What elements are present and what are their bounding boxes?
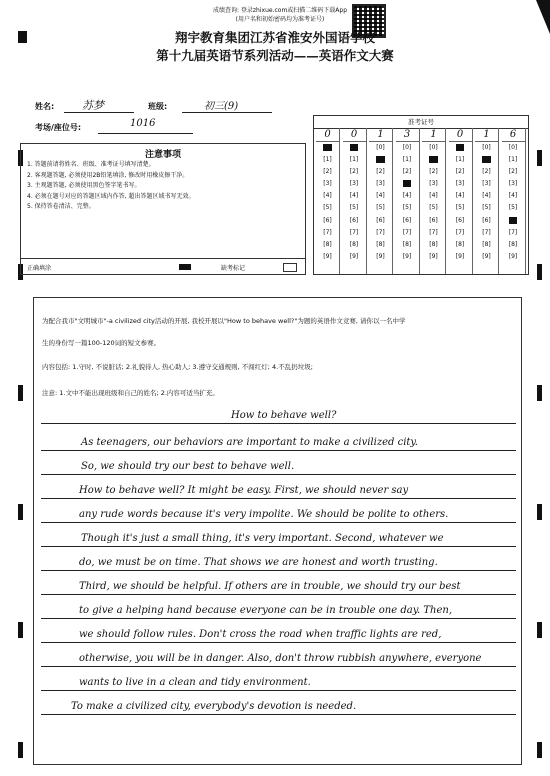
side-mark — [18, 622, 23, 638]
essay-line[interactable] — [41, 647, 516, 667]
bubble-label: [1] — [349, 156, 359, 164]
exam-id-bubble[interactable] — [396, 251, 419, 263]
exam-id-bubble[interactable] — [396, 154, 419, 166]
class-field[interactable] — [182, 98, 272, 113]
bubble-label: [2] — [402, 168, 412, 176]
exam-id-bubble[interactable] — [343, 215, 366, 227]
bubble-label: [8] — [376, 240, 385, 248]
exam-id-bubble[interactable] — [449, 227, 472, 239]
exam-id-bubble[interactable] — [396, 202, 419, 214]
exam-id-column — [449, 128, 473, 274]
bubble-label: [7] — [455, 228, 465, 236]
exam-id-bubble[interactable] — [369, 154, 392, 166]
exam-id-header: 准考证号 — [314, 116, 528, 129]
essay-line[interactable] — [41, 479, 516, 499]
exam-id-bubble[interactable] — [316, 190, 339, 202]
bubble-label: [8] — [482, 240, 491, 248]
room-label: 考场/座位号: — [35, 123, 82, 132]
bubble-label: [9] — [508, 252, 518, 260]
exam-id-bubble[interactable] — [369, 239, 392, 251]
exam-id-bubble[interactable] — [449, 154, 472, 166]
exam-id-bubble[interactable] — [449, 166, 472, 178]
notice-item: 4. 必须在题号对应的答题区域内作答, 超出答题区域书写无效。 — [27, 192, 195, 200]
exam-id-bubble[interactable] — [343, 227, 366, 239]
exam-id-digit: 0 — [449, 128, 472, 142]
exam-id-bubble[interactable] — [449, 190, 472, 202]
bubble-label: [0] — [402, 144, 412, 151]
exam-id-bubble[interactable] — [396, 190, 419, 202]
contest-title: 第十九届英语节系列活动——英语作文大赛 — [156, 48, 394, 63]
absent-checkbox[interactable] — [283, 263, 297, 272]
side-mark — [18, 504, 23, 520]
bubble-label: [0] — [482, 144, 491, 151]
exam-id-bubble[interactable] — [396, 178, 419, 190]
bubble-label: [6] — [482, 216, 491, 224]
notice-item: 2. 客观题答题, 必须使用2B铅笔填涂, 修改时用橡皮擦干净。 — [27, 171, 189, 179]
exam-id-bubble[interactable] — [369, 227, 392, 239]
bubble-label: [6] — [376, 216, 385, 224]
exam-id-bubble[interactable] — [422, 142, 445, 154]
exam-id-bubble[interactable] — [475, 215, 498, 227]
exam-id-digit: 0 — [316, 128, 339, 142]
exam-id-bubble[interactable] — [475, 227, 498, 239]
bubble-label: [1] — [508, 156, 518, 164]
exam-id-digit: 1 — [475, 128, 498, 142]
bubble-label: [3] — [402, 180, 412, 188]
essay-text: Though it's just a small thing, it's very important. Second, whatever we — [81, 533, 444, 544]
bubble-label: [6] — [508, 216, 518, 224]
exam-id-digit: 3 — [396, 128, 419, 142]
bubble-label: [7] — [429, 228, 438, 236]
side-mark — [537, 504, 542, 520]
essay-line[interactable] — [41, 431, 516, 451]
exam-id-bubble[interactable] — [396, 227, 419, 239]
bubble-label: [2] — [323, 168, 332, 176]
credential-hint: (用户名和初始密码均为准考证号) — [235, 16, 325, 23]
exam-id-bubble[interactable] — [316, 239, 339, 251]
essay-text: otherwise, you will be in danger. Also, don't throw rubbish anywhere, everyone — [79, 653, 482, 664]
bubble-label: [9] — [323, 252, 332, 260]
exam-id-bubble[interactable] — [343, 251, 366, 263]
bubble-label: [5] — [455, 204, 465, 212]
exam-id-digit: 1 — [369, 128, 392, 142]
bubble-label: [4] — [429, 192, 438, 200]
exam-id-bubble[interactable] — [343, 239, 366, 251]
class-value: 初三(9) — [204, 101, 239, 112]
notice-box — [20, 143, 306, 275]
notice-item: 1. 答题前请将姓名、班级、准考证号填写清楚。 — [27, 161, 155, 168]
bubble-label: [4] — [349, 192, 359, 200]
exam-id-bubble[interactable] — [369, 251, 392, 263]
exam-id-bubble[interactable] — [475, 166, 498, 178]
score-query-note — [180, 6, 380, 24]
class-label: 班级: — [148, 102, 168, 111]
bubble-label: [2] — [376, 168, 385, 176]
exam-id-bubble[interactable] — [369, 142, 392, 154]
exam-id-bubble[interactable] — [475, 190, 498, 202]
fill-legend — [21, 258, 305, 276]
notice-item: 3. 主观题答题, 必须使用黑色签字笔书写。 — [27, 182, 141, 189]
bubble-label: [7] — [349, 228, 359, 236]
exam-id-bubble[interactable] — [316, 202, 339, 214]
exam-id-bubble[interactable] — [369, 190, 392, 202]
exam-id-digit: 1 — [422, 128, 445, 142]
exam-id-column — [422, 128, 446, 274]
bubble-label: [8] — [508, 240, 518, 248]
exam-id-bubble[interactable] — [475, 178, 498, 190]
bubble-label: [3] — [376, 180, 385, 188]
side-mark — [18, 385, 23, 401]
exam-id-bubble[interactable] — [316, 166, 339, 178]
exam-id-bubble[interactable] — [369, 178, 392, 190]
side-mark — [537, 264, 542, 280]
exam-id-bubble[interactable] — [396, 142, 419, 154]
exam-id-bubble[interactable] — [422, 215, 445, 227]
bubble-label: [3] — [482, 180, 491, 188]
exam-id-column — [343, 128, 367, 274]
essay-line[interactable] — [41, 575, 516, 595]
bubble-label: [4] — [455, 192, 465, 200]
prompt-requirements: 内容包括: 1.守时, 不说脏话; 2.礼貌待人, 热心助人; 3.遵守交通规则, 不闯红灯; 4.不乱扔垃圾; — [42, 363, 313, 371]
side-mark — [537, 385, 542, 401]
exam-id-bubble[interactable] — [396, 166, 419, 178]
exam-id-column — [475, 128, 499, 274]
notice-title: 注意事项 — [144, 150, 181, 160]
bubble-label: [8] — [349, 240, 359, 248]
essay-line[interactable] — [41, 695, 516, 715]
correct-fill-label: 正确填涂 — [27, 265, 52, 272]
bubble-label: [5] — [376, 204, 385, 212]
exam-id-bubble[interactable] — [475, 154, 498, 166]
exam-id-bubble[interactable] — [422, 227, 445, 239]
exam-id-column — [316, 128, 340, 274]
exam-id-bubble[interactable] — [449, 215, 472, 227]
bubble-label: [9] — [429, 252, 438, 260]
room-field[interactable] — [98, 119, 193, 134]
essay-text: As teenagers, our behaviors are important to make a civilized city. — [81, 437, 418, 448]
correct-fill-swatch — [179, 264, 191, 270]
bubble-label: [3] — [508, 180, 518, 188]
exam-id-bubble[interactable] — [475, 251, 498, 263]
side-mark — [537, 150, 542, 166]
essay-text: do, we must be on time. That shows we are honest and worth trusting. — [79, 557, 438, 568]
bubble-label: [9] — [402, 252, 412, 260]
exam-id-bubble[interactable] — [449, 142, 472, 154]
exam-id-bubble[interactable] — [316, 227, 339, 239]
bubble-label: [2] — [482, 168, 491, 176]
bubble-label: [0] — [455, 144, 465, 151]
exam-id-bubble[interactable] — [449, 178, 472, 190]
exam-id-bubble[interactable] — [475, 202, 498, 214]
essay-line[interactable] — [41, 455, 516, 475]
bubble-label: [8] — [323, 240, 332, 248]
exam-id-bubble[interactable] — [449, 202, 472, 214]
side-mark — [18, 742, 23, 758]
exam-id-bubble[interactable] — [316, 251, 339, 263]
essay-text: we should follow rules. Don't cross the road when traffic lights are red, — [79, 629, 442, 640]
name-label: 姓名: — [35, 102, 55, 111]
exam-id-bubble[interactable] — [316, 178, 339, 190]
name-field[interactable] — [64, 98, 134, 113]
exam-id-bubble[interactable] — [502, 178, 525, 190]
exam-id-bubble[interactable] — [343, 142, 366, 154]
bubble-label: [5] — [349, 204, 359, 212]
exam-id-bubble[interactable] — [475, 239, 498, 251]
bubble-label: [8] — [429, 240, 438, 248]
exam-id-digit: 6 — [502, 128, 525, 142]
bubble-label: [3] — [455, 180, 465, 188]
exam-id-bubble[interactable] — [343, 190, 366, 202]
essay-title-line[interactable] — [41, 404, 516, 424]
score-query-line: 成绩查询: 登录zhixue.com或扫描二维码下载App — [212, 7, 348, 14]
exam-id-bubble[interactable] — [422, 202, 445, 214]
exam-id-bubble[interactable] — [502, 251, 525, 263]
bubble-label: [7] — [323, 228, 332, 236]
bubble-label: [5] — [482, 204, 491, 212]
bubble-label: [1] — [429, 156, 438, 164]
bubble-label: [6] — [323, 216, 332, 224]
bubble-label: [3] — [349, 180, 359, 188]
exam-id-bubble[interactable] — [369, 202, 392, 214]
bubble-label: [0] — [323, 144, 332, 151]
exam-id-column — [369, 128, 393, 274]
bubble-label: [7] — [402, 228, 412, 236]
essay-line[interactable] — [41, 503, 516, 523]
bubble-label: [8] — [455, 240, 465, 248]
exam-id-bubble[interactable] — [316, 154, 339, 166]
bubble-label: [3] — [323, 180, 332, 188]
essay-answer-box — [33, 297, 522, 765]
bubble-label: [8] — [402, 240, 412, 248]
essay-text: to give a helping hand because everyone can be in trouble one day. Then, — [79, 605, 453, 616]
exam-id-column — [396, 128, 420, 274]
essay-text: How to behave well? It might be easy. First, we should never say — [79, 485, 409, 496]
bubble-label: [9] — [376, 252, 385, 260]
bubble-label: [6] — [455, 216, 465, 224]
prompt-line: 生的身份写一篇100-120词的短文参赛。 — [42, 339, 161, 347]
side-mark — [537, 622, 542, 638]
exam-id-bubble[interactable] — [502, 166, 525, 178]
bubble-label: [9] — [455, 252, 465, 260]
bubble-label: [0] — [349, 144, 359, 151]
exam-id-bubble[interactable] — [449, 239, 472, 251]
bubble-label: [6] — [349, 216, 359, 224]
bubble-label: [4] — [402, 192, 412, 200]
bubble-label: [2] — [429, 168, 438, 176]
exam-id-bubble[interactable] — [502, 239, 525, 251]
bubble-label: [0] — [376, 144, 385, 151]
bubble-label: [7] — [508, 228, 518, 236]
bubble-label: [2] — [508, 168, 518, 176]
bubble-label: [1] — [482, 156, 491, 164]
exam-id-bubble[interactable] — [422, 154, 445, 166]
exam-id-bubble[interactable] — [502, 202, 525, 214]
exam-id-bubble[interactable] — [369, 215, 392, 227]
exam-id-bubble[interactable] — [422, 251, 445, 263]
bubble-label: [7] — [482, 228, 491, 236]
bubble-label: [4] — [323, 192, 332, 200]
exam-id-bubble[interactable] — [396, 239, 419, 251]
exam-id-column — [502, 128, 526, 274]
exam-id-bubble[interactable] — [475, 142, 498, 154]
exam-id-bubble[interactable] — [396, 215, 419, 227]
exam-id-bubble[interactable] — [422, 178, 445, 190]
essay-line[interactable] — [41, 671, 516, 691]
bubble-label: [1] — [376, 156, 385, 164]
essay-text: wants to live in a clean and tidy environment. — [79, 677, 311, 688]
exam-id-digit: 0 — [343, 128, 366, 142]
exam-id-bubble[interactable] — [502, 215, 525, 227]
bubble-label: [3] — [429, 180, 438, 188]
exam-id-bubble[interactable] — [316, 142, 339, 154]
bubble-label: [6] — [429, 216, 438, 224]
exam-id-bubble[interactable] — [422, 190, 445, 202]
bubble-label: [9] — [482, 252, 491, 260]
essay-line[interactable] — [41, 527, 516, 547]
bubble-label: [5] — [323, 204, 332, 212]
exam-id-grid — [313, 115, 529, 275]
exam-id-bubble[interactable] — [502, 154, 525, 166]
exam-id-bubble[interactable] — [422, 166, 445, 178]
exam-id-bubble[interactable] — [343, 154, 366, 166]
essay-line[interactable] — [41, 599, 516, 619]
exam-id-bubble[interactable] — [422, 239, 445, 251]
bubble-label: [6] — [402, 216, 412, 224]
bubble-label: [5] — [508, 204, 518, 212]
prompt-line: 为配合我市"文明城市"-a civilized city活动的开展, 我校开展以"How to behave well?"为题的英语作文竞赛, 请你以一名中学 — [42, 317, 406, 325]
room-value: 1016 — [130, 118, 156, 129]
exam-id-bubble[interactable] — [502, 190, 525, 202]
essay-title: How to behave well? — [231, 410, 337, 421]
essay-text: any rude words because it's very impolite. We should be polite to others. — [79, 509, 449, 520]
exam-id-bubble[interactable] — [369, 166, 392, 178]
exam-id-bubble[interactable] — [343, 202, 366, 214]
essay-text: To make a civilized city, everybody's devotion is needed. — [71, 701, 357, 712]
bubble-label: [4] — [508, 192, 518, 200]
name-value: 苏梦 — [82, 99, 104, 112]
essay-text: So, we should try our best to behave well. — [81, 461, 295, 472]
bubble-label: [4] — [482, 192, 491, 200]
bubble-label: [0] — [429, 144, 438, 151]
essay-text: Third, we should be helpful. If others are in trouble, we should try our best — [79, 581, 461, 592]
bubble-label: [4] — [376, 192, 385, 200]
exam-id-bubble[interactable] — [502, 142, 525, 154]
bubble-label: [5] — [429, 204, 438, 212]
bubble-label: [5] — [402, 204, 412, 212]
side-mark — [537, 742, 542, 758]
exam-id-bubble[interactable] — [343, 166, 366, 178]
bubble-label: [9] — [349, 252, 359, 260]
school-title: 翔宇教育集团江苏省淮安外国语学校 — [174, 30, 375, 45]
exam-id-bubble[interactable] — [316, 215, 339, 227]
bubble-label: [7] — [376, 228, 385, 236]
exam-id-bubble[interactable] — [502, 227, 525, 239]
exam-id-bubble[interactable] — [449, 251, 472, 263]
notice-list — [27, 160, 194, 213]
bubble-label: [1] — [402, 156, 412, 164]
notice-item: 5. 保持答卷清洁、完整。 — [27, 203, 95, 210]
prompt-notes: 注意: 1.文中不能出现班级和自己的姓名; 2.内容可适当扩充。 — [42, 389, 219, 397]
essay-line[interactable] — [41, 623, 516, 643]
bubble-label: [2] — [349, 168, 359, 176]
bubble-label: [1] — [323, 156, 332, 164]
bubble-label: [1] — [455, 156, 465, 164]
essay-line[interactable] — [41, 551, 516, 571]
bubble-label: [0] — [508, 144, 518, 151]
absent-label: 缺考标记 — [221, 265, 246, 272]
exam-id-bubble[interactable] — [343, 178, 366, 190]
bubble-label: [2] — [455, 168, 465, 176]
